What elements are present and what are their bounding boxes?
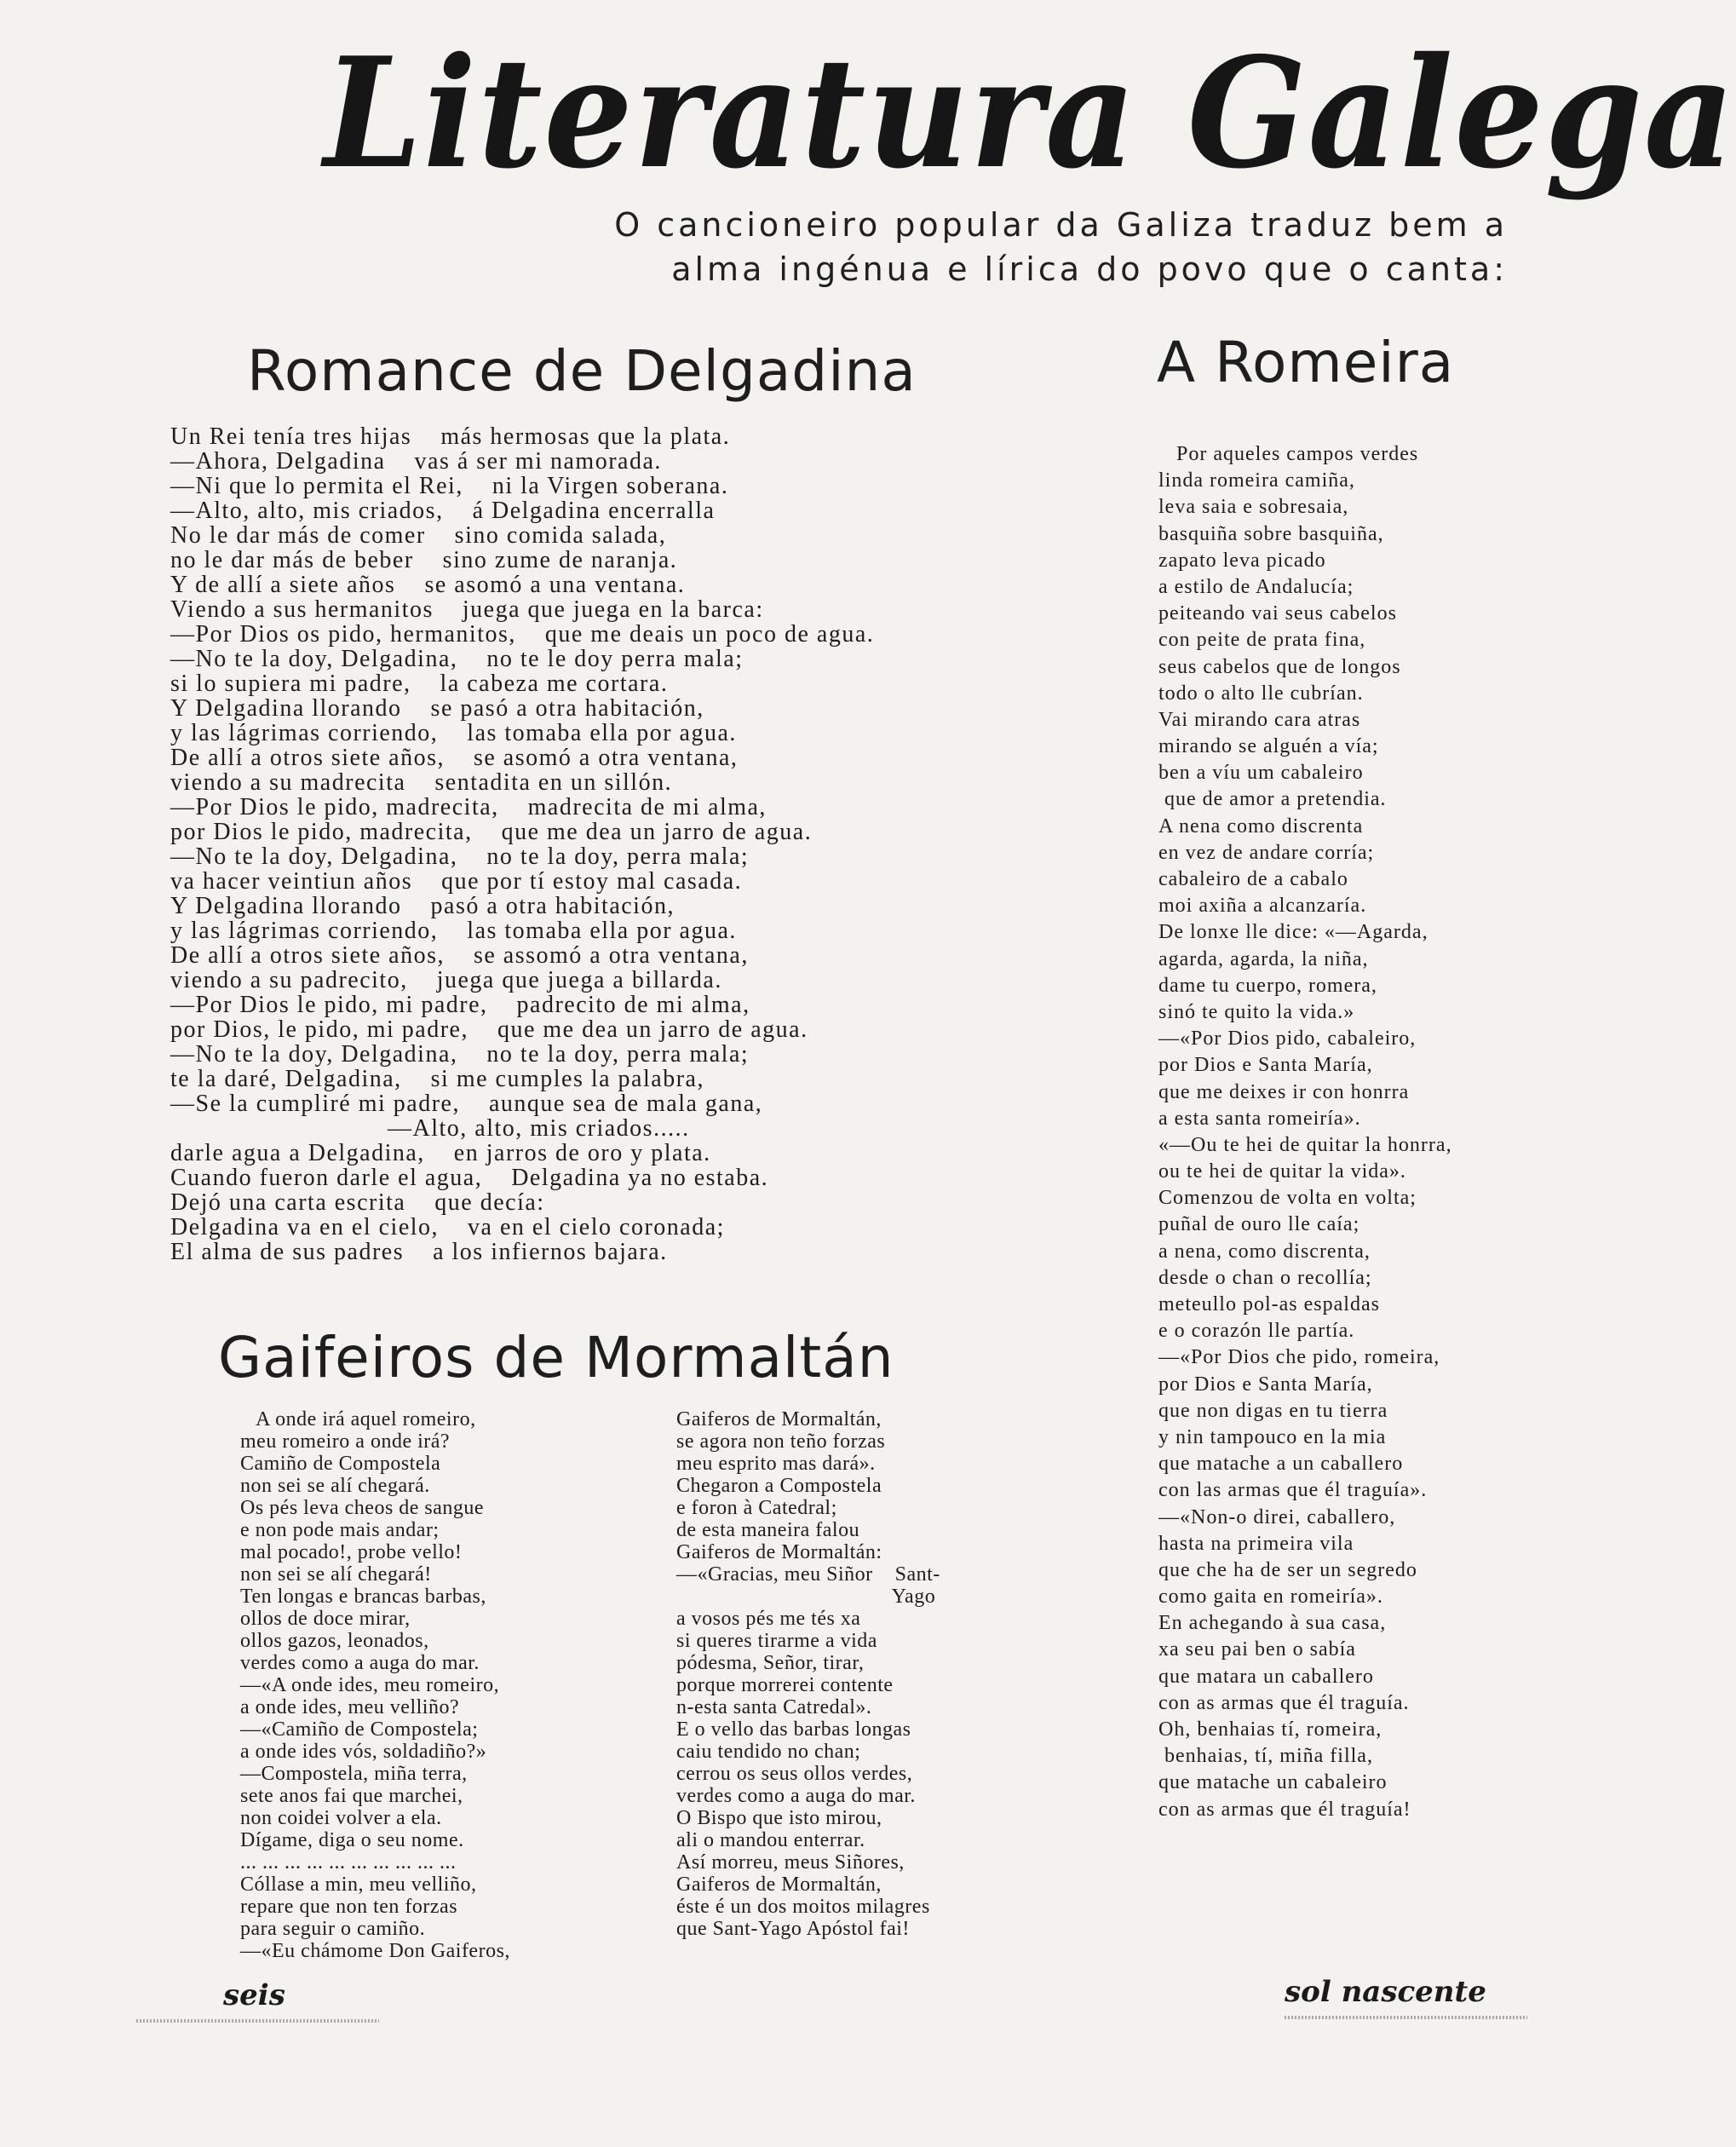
poem-line: non coidei volver a ela. [240,1807,442,1829]
poem-line: Cóllase a min, meu velliño, [240,1874,477,1896]
poem-line: Comenzou de volta en volta; [1158,1187,1417,1210]
poem-line: Chegaron a Compostela [676,1475,882,1497]
poem-line: basquiña sobre basquiña, [1158,522,1384,545]
poem-line: Delgadina va en el cielo, va en el cielo coronada; [170,1214,725,1240]
poem-line: Por aqueles campos verdes [1158,443,1419,465]
poem-line: viendo a su padrecito, juega que juega a billarda. [170,967,722,993]
poem-line: que me deixes ir con honrra [1158,1080,1410,1103]
poem-line: que che ha de ser un segredo [1158,1558,1417,1581]
poem-line: meu esprito mas dará». [676,1453,876,1475]
subtitle-line: O cancioneiro popular da Galiza traduz bem a [614,206,1508,244]
poem-line: «—Ou te hei de quitar la honrra, [1158,1133,1452,1156]
poem-line: sete anos fai que marchei, [240,1785,463,1807]
poem-line: e non pode mais andar; [240,1519,440,1541]
poem-line: cerrou os seus ollos verdes, [676,1763,913,1785]
poem-line: ... ... ... ... ... ... ... ... ... ... [240,1851,457,1874]
poem-line: Camiño de Compostela [240,1453,441,1475]
poem-line: que non digas en tu tierra [1158,1399,1388,1422]
poem-line: De allí a otros siete años, se assomó a otra ventana, [170,942,749,969]
poem-line: Un Rei tenía tres hijas más hermosas que la plata. [170,423,731,450]
poem-line: —No te la doy, Delgadina, no te le doy perra mala; [170,646,744,672]
poem-line: Gaiferos de Mormaltán: [676,1541,882,1563]
poem-line: que de amor a pretendia. [1158,788,1387,811]
poem-line: con peite de prata fina, [1158,629,1366,652]
poem-line: con las armas que él traguía». [1158,1479,1428,1502]
poem-line: desde o chan o recollía; [1158,1266,1372,1289]
poem-line: a esta santa romeiría». [1158,1107,1361,1130]
poem-line: hasta na primeira vila [1158,1532,1354,1555]
poem-line: —Ahora, Delgadina vas á ser mi namorada. [170,448,662,475]
poem-line: Oh, benhaias tí, romeira, [1158,1718,1382,1741]
poem-line: darle agua a Delgadina, en jarros de oro y plata. [170,1140,711,1166]
poem-line: De allí a otros siete años, se asomó a otra ventana, [170,745,739,771]
poem-line: a estilo de Andalucía; [1158,575,1354,598]
poem-line: cabaleiro de a cabalo [1158,868,1348,890]
poem-line: en vez de andare corría; [1158,841,1375,864]
poem-line: por Dios e Santa María, [1158,1373,1373,1396]
poem-line: porque morrerei contente [676,1674,894,1696]
poem-line: dame tu cuerpo, romera, [1158,974,1377,997]
poem-line: E o vello das barbas longas [676,1718,911,1741]
poem-line: —«Non-o direi, caballero, [1158,1505,1396,1528]
page-number: seis [223,1978,285,2012]
poem-line: Gaiferos de Mormaltán, [676,1874,882,1896]
poem-line: a onde ides vós, soldadiño?» [240,1741,487,1763]
poem-line: Cuando fueron darle el agua, Delgadina ya no estaba. [170,1165,769,1191]
poem-line: agarda, agarda, la niña, [1158,947,1369,970]
romance-title: Romance de Delgadina [247,338,917,404]
poem-line: te la daré, Delgadina, si me cumples la palabra, [170,1066,704,1092]
poem-line: —No te la doy, Delgadina, no te la doy, perra mala; [170,843,750,870]
poem-line: zapato leva picado [1158,549,1326,572]
poem-line: pódesma, Señor, tirar, [676,1652,865,1674]
poem-line: ou te hei de quitar la vida». [1158,1160,1406,1183]
poem-line: ollos de doce mirar, [240,1608,411,1630]
poem-line: Ten longas e brancas barbas, [240,1586,486,1608]
gaifeiros-column-1 [240,1408,510,1962]
poem-line: verdes como a auga do mar. [240,1652,480,1674]
poem-line: repare que non ten forzas [240,1896,458,1918]
footer-rule-right [1285,2016,1527,2019]
poem-line: todo o alto lle cubrían. [1158,682,1364,705]
poem-line: Yago [676,1586,936,1608]
poem-line: que matara un caballero [1158,1665,1374,1688]
poem-line: con as armas que él traguía! [1158,1798,1411,1821]
poem-line: se agora non teño forzas [676,1430,886,1453]
romance-poem [170,424,874,1264]
poem-line: y las lágrimas corriendo, las tomaba ella por agua. [170,918,737,944]
poem-line: sinó te quito la vida.» [1158,1000,1355,1023]
poem-line: non sei se alí chegará. [240,1475,430,1497]
poem-line: —Compostela, miña terra, [240,1763,468,1785]
poem-line: seus cabelos que de longos [1158,655,1401,678]
poem-line: puñal de ouro lle caía; [1158,1213,1360,1236]
poem-line: moi axiña a alcanzaría. [1158,895,1367,918]
poem-line: para seguir o camiño. [240,1918,426,1940]
poem-line: e foron à Catedral; [676,1497,837,1519]
poem-line: —Se la cumpliré mi padre, aunque sea de mala gana, [170,1091,763,1117]
poem-line: caiu tendido no chan; [676,1741,861,1763]
poem-line: —No te la doy, Delgadina, no te la doy, perra mala; [170,1041,750,1068]
poem-line: —«Gracias, meu Siñor Sant- [676,1563,940,1586]
poem-line: leva saia e sobresaia, [1158,496,1349,519]
poem-line: —«Por Dios che pido, romeira, [1158,1346,1440,1369]
poem-line: ollos gazos, leonados, [240,1630,429,1652]
poem-line: Dígame, diga o seu nome. [240,1829,464,1851]
poem-line: —Por Dios os pido, hermanitos, que me deais un poco de agua. [170,621,875,648]
poem-line: —«A onde ides, meu romeiro, [240,1674,500,1696]
subtitle-line: alma ingénua e lírica do povo que o canta: [671,250,1508,288]
poem-line: que matache un cabaleiro [1158,1771,1388,1794]
poem-line: peiteando vai seus cabelos [1158,602,1397,625]
poem-line: a onde ides, meu velliño? [240,1696,460,1718]
poem-line: por Dios, le pido, mi padre, que me dea un jarro de agua. [170,1016,808,1043]
poem-line: —Alto, alto, mis criados, á Delgadina encerralla [170,498,716,524]
poem-line: que Sant-Yago Apóstol fai! [676,1918,910,1940]
poem-line: como gaita en romeiría». [1158,1586,1383,1609]
poem-line: Vai mirando cara atras [1158,708,1361,731]
poem-line: por Dios e Santa María, [1158,1054,1373,1077]
poem-line: A onde irá aquel romeiro, [240,1408,476,1430]
poem-line: En achegando à sua casa, [1158,1612,1387,1635]
poem-line: ali o mandou enterrar. [676,1829,865,1851]
poem-line: va hacer veintiun años que por tí estoy mal casada. [170,868,743,895]
poem-line: non sei se alí chegará! [240,1563,432,1586]
poem-line: Gaiferos de Mormaltán, [676,1408,882,1430]
poem-line: O Bispo que isto mirou, [676,1807,882,1829]
poem-line: éste é un dos moitos milagres [676,1896,930,1918]
poem-line: viendo a su madrecita sentadita en un sillón. [170,769,673,796]
poem-line: benhaias, tí, miña filla, [1158,1745,1373,1768]
gaifeiros-column-2 [676,1408,940,1940]
poem-line: Viendo a sus hermanitos juega que juega en la barca: [170,596,764,623]
poem-line: n-esta santa Catredal». [676,1696,872,1718]
poem-line: Y Delgadina llorando pasó a otra habitación, [170,893,675,919]
poem-line: si lo supiera mi padre, la cabeza me cortara. [170,671,669,697]
footer-rule-left [136,2019,379,2023]
page-title: Literatura Galega [324,24,1736,202]
poem-line: —Por Dios le pido, madrecita, madrecita de mi alma, [170,794,767,820]
poem-line: no le dar más de beber sino zume de naranja. [170,547,678,573]
poem-line: por Dios le pido, madrecita, que me dea un jarro de agua. [170,819,813,845]
magazine-name: sol nascente [1285,1975,1486,2009]
page-subtitle [588,203,1508,291]
poem-line: Os pés leva cheos de sangue [240,1497,485,1519]
poem-line: mirando se alguén a vía; [1158,735,1379,758]
poem-line: linda romeira camiña, [1158,469,1355,492]
poem-line: De lonxe lle dice: «—Agarda, [1158,921,1428,944]
poem-line: con as armas que él traguía. [1158,1691,1410,1714]
poem-line: y nin tampouco en la mia [1158,1425,1387,1448]
poem-line: si queres tirarme a vida [676,1630,877,1652]
poem-line: —Alto, alto, mis criados..... [170,1115,690,1142]
poem-line: Y Delgadina llorando se pasó a otra habitación, [170,695,704,722]
poem-line: xa seu pai ben o sabía [1158,1638,1356,1661]
poem-line: —Ni que lo permita el Rei, ni la Virgen soberana. [170,473,729,499]
poem-line: y las lágrimas corriendo, las tomaba ella por agua. [170,720,737,746]
poem-line: —Por Dios le pido, mi padre, padrecito de mi alma, [170,992,750,1018]
poem-line: meteullo pol-as espaldas [1158,1293,1380,1315]
poem-line: —«Por Dios pido, cabaleiro, [1158,1027,1417,1050]
poem-line: —«Eu chámome Don Gaiferos, [240,1940,510,1962]
poem-line: No le dar más de comer sino comida salada, [170,522,667,549]
poem-line: que matache a un caballero [1158,1453,1404,1476]
poem-line: mal pocado!, probe vello! [240,1541,463,1563]
poem-line: Dejó una carta escrita que decía: [170,1189,545,1216]
poem-line: de esta maneira falou [676,1519,860,1541]
poem-line: verdes como a auga do mar. [676,1785,916,1807]
poem-line: —«Camiño de Compostela; [240,1718,479,1741]
romeira-poem [1158,441,1452,1823]
gaifeiros-title: Gaifeiros de Mormaltán [218,1325,894,1390]
poem-line: e o corazón lle partía. [1158,1320,1355,1343]
poem-line: Y de allí a siete años se asomó a una ventana. [170,572,686,598]
poem-line: El alma de sus padres a los infiernos bajara. [170,1239,668,1265]
poem-line: a nena, como discrenta, [1158,1240,1371,1263]
poem-line: A nena como discrenta [1158,814,1364,838]
poem-line: Así morreu, meus Siñores, [676,1851,905,1874]
poem-line: meu romeiro a onde irá? [240,1430,451,1453]
poem-line: ben a víu um cabaleiro [1158,762,1364,785]
poem-line: a vosos pés me tés xa [676,1608,861,1630]
romeira-title: A Romeira [1157,330,1455,395]
